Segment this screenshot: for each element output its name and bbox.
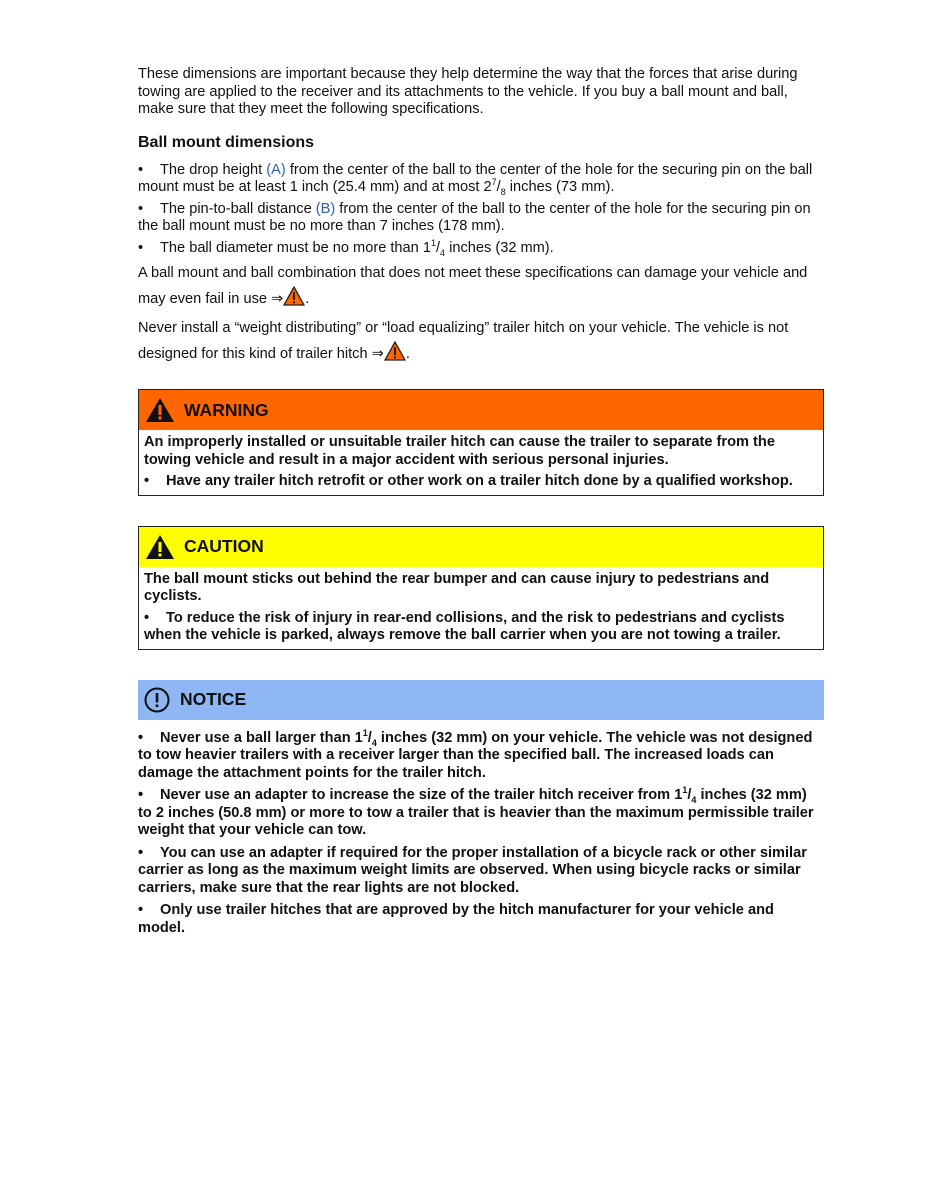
notice-header (138, 680, 824, 720)
ref-b: (B) (315, 200, 336, 217)
page-content (138, 66, 824, 942)
notice-item: • Never use a ball larger than $1^1/_4$ inches (32 mm) on your vehicle. The vehicle was not designed to tow heavier trailers with a receiver larger than the specified ball. The increased loads can damage the attachment points for the trailer hitch. (138, 727, 813, 781)
notice-item: • You can use an adapter if required for the proper installation of a bicycle rack or other similar carrier as long as the maximum weight limits are observed. When using bicycle racks or similar carriers, make sure that the rear lights are not blocked. (138, 844, 807, 896)
warning-triangle-icon (145, 534, 175, 560)
warning-ref-icon (384, 341, 406, 361)
spec-bullet-ball-diameter: • The ball diameter must be no more than $1^1/_4$ inches (32 mm). (138, 237, 554, 258)
caution-box (138, 526, 824, 650)
notice-title: NOTICE (180, 689, 247, 709)
notice-item: • Only use trailer hitches that are approved by the hitch manufacturer for your vehicle and model. (138, 902, 774, 936)
hitch-type-paragraph: Never install a “weight distributing” or “load equalizing” trailer hitch on your vehicle. The vehicle is not designed for this kind of trailer hitch ⇒ . (138, 320, 789, 362)
warning-body (139, 430, 823, 495)
warning-triangle-icon (145, 397, 175, 423)
section-heading: Ball mount dimensions (138, 133, 315, 151)
warning-bullet: • Have any trailer hitch retrofit or other work on a trailer hitch done by a qualified workshop. (144, 473, 793, 489)
warning-box (138, 389, 824, 496)
caution-header (139, 527, 823, 567)
warning-text: An improperly installed or unsuitable trailer hitch can cause the trailer to separate from the towing vehicle and result in a major accident with serious personal injuries. (144, 434, 775, 468)
caution-bullet: • To reduce the risk of injury in rear-end collisions, and the risk to pedestrians and cyclists when the vehicle is parked, always remove the ball carrier when you are not towing a trailer. (144, 609, 785, 643)
caution-text: The ball mount sticks out behind the rear bumper and can cause injury to pedestrians and cyclists. (144, 570, 770, 604)
caution-title: CAUTION (184, 536, 264, 556)
warning-ref-icon (283, 286, 305, 306)
combination-paragraph: A ball mount and ball combination that does not meet these specifications can damage your vehicle and may even fail in use ⇒ . (138, 265, 808, 307)
intro-paragraph: These dimensions are important because they help determine the way that the forces that arise during towing are applied to the receiver and its attachments to the vehicle. If you buy a ball mount and ball, make sure that they meet the following specifications. (138, 66, 798, 117)
spec-bullet-pin-to-ball: • The pin-to-ball distance (B) from the center of the ball to the center of the hole for the securing pin on the ball mount must be no more than 7 inches (178 mm). (138, 200, 811, 234)
ref-a: (A) (266, 161, 286, 178)
notice-exclamation-icon (143, 686, 171, 714)
notice-item: • Never use an adapter to increase the size of the trailer hitch receiver from $1^1/_4$ inches (32 mm) to 2 inches (50.8 mm) or more to tow a trailer that is heavier than the maximum permissible trailer weight that your vehicle can tow. (138, 785, 814, 838)
spec-bullet-drop-height: • The drop height (A) from the center of the ball to the center of the hole for the securing pin on the ball mount must be at least 1 inch (25.4 mm) and at most $2^7/_8$ inches (73 mm). (138, 161, 813, 197)
notice-body (138, 727, 824, 938)
caution-body (139, 567, 823, 649)
warning-header (139, 390, 823, 430)
warning-title: WARNING (184, 399, 269, 420)
